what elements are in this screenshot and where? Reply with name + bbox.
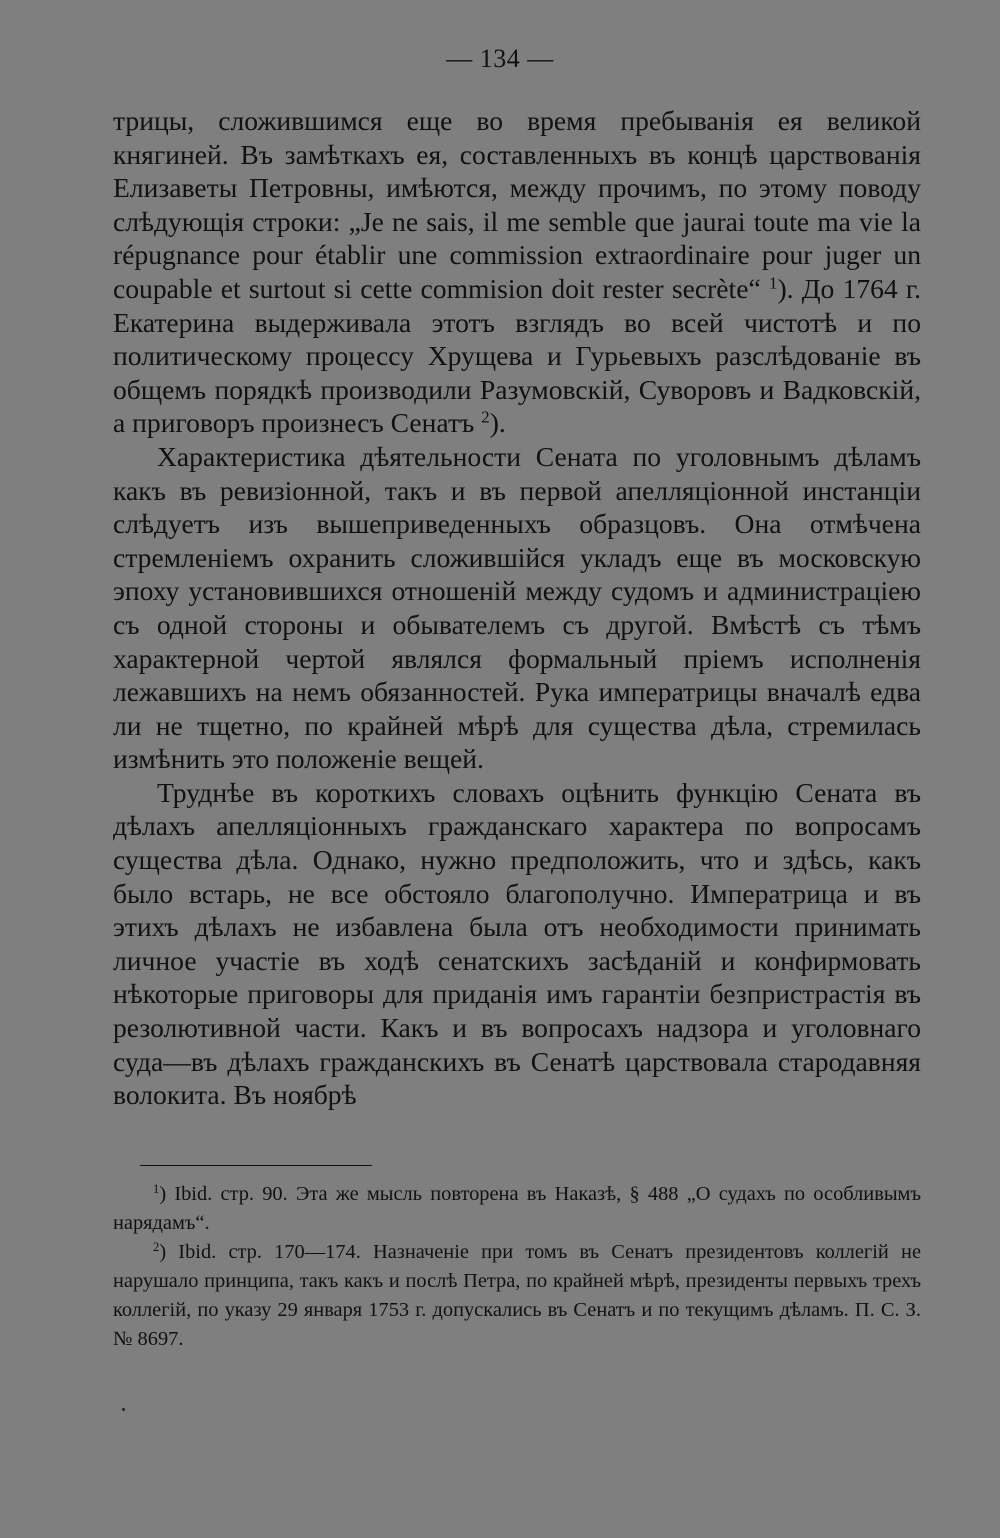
- footnote-divider: [140, 1165, 372, 1166]
- paragraph-1-tail: ). До 1764 г. Екатерина выдерживала этотъ взглядъ во всей чистотѣ и по политическому процессу Хрущева и Гурьевыхъ разслѣдованіе въ общемъ порядкѣ производили Разумовскій, Суворовъ и Вадковскій, а приговоръ произнесъ Сенатъ: [113, 272, 921, 439]
- ink-speck: [122, 1408, 125, 1411]
- paragraph-1-text: трицы, сложившимся еще во время пребыванія ея великой княгиней. Въ замѣткахъ ея, составленныхъ въ концѣ царствованія Елизаветы Петровны, имѣются, между прочимъ, по этому поводу слѣдующія строки: „Je ne sais, il me semble que jaurai toute ma vie la répugnance pour établir une commission extraordinaire pour juger un coupable et surtout si cette commision doit rester secrète“: [113, 105, 921, 304]
- paragraph-3: Труднѣе въ короткихъ словахъ оцѣнить функцію Сената въ дѣлахъ апелляціонныхъ гражданскаго характера по вопросамъ существа дѣла. Однако, нужно предположить, что и здѣсь, какъ было встарь, не все обстояло благополучно. Императрица и въ этихъ дѣлахъ не избавлена была отъ необходимости принимать личное участіе въ ходѣ сенатскихъ засѣданій и конфирмовать нѣкоторые приговоры для приданія имъ гарантіи безпристрастія въ резолютивной части. Какъ и въ вопросахъ надзора и уголовнаго суда—въ дѣлахъ гражданскихъ въ Сенатѣ царствовала стародавняя волокита. Въ ноябрѣ: [113, 776, 921, 1111]
- main-text: [113, 104, 921, 1112]
- paragraph-1: [113, 104, 921, 440]
- paragraph-1-tail-end: ).: [489, 407, 506, 439]
- footnote-ref-1[interactable]: 1: [768, 273, 778, 293]
- paragraph-2: Характеристика дѣятельности Сената по уголовнымъ дѣламъ какъ въ ревизіонной, такъ и въ первой апелляціонной инстанціи слѣдуетъ изъ вышеприведенныхъ образцовъ. Она отмѣчена стремленіемъ охранить сложившійся укладъ еще въ московскую эпоху установившихся отношеній между судомъ и администраціею съ одной стороны и обывателемъ съ другой. Вмѣстѣ съ тѣмъ характерной чертой являлся формальный пріемъ исполненія лежавшихъ на немъ обязанностей. Рука императрицы вначалѣ едва ли не тщетно, по крайней мѣрѣ для существа дѣла, стремилась измѣнить это положеніе вещей.: [113, 440, 921, 775]
- footnote-1: [113, 1180, 921, 1238]
- footnote-2-text: ) Ibid. стр. 170—174. Назначеніе при томъ въ Сенатъ президентовъ коллегій не нарушало принципа, такъ какъ и послѣ Петра, по крайней мѣрѣ, президенты первыхъ трехъ коллегій, по указу 29 января 1753 г. допускались въ Сенатъ и по текущимъ дѣламъ. П. С. З. № 8697.: [113, 1241, 921, 1350]
- page-number: — 134 —: [446, 44, 554, 73]
- footnote-mark-2: 2: [153, 1240, 160, 1255]
- footnotes: [113, 1180, 921, 1354]
- footnote-ref-2[interactable]: 2: [481, 407, 490, 427]
- footnote-mark-1: 1: [153, 1182, 160, 1197]
- footnote-1-text: ) Ibid. стр. 90. Эта же мысль повторена въ Наказѣ, § 488 „О судахъ по особливымъ нарядамъ“.: [113, 1183, 921, 1234]
- footnote-2: [113, 1238, 921, 1354]
